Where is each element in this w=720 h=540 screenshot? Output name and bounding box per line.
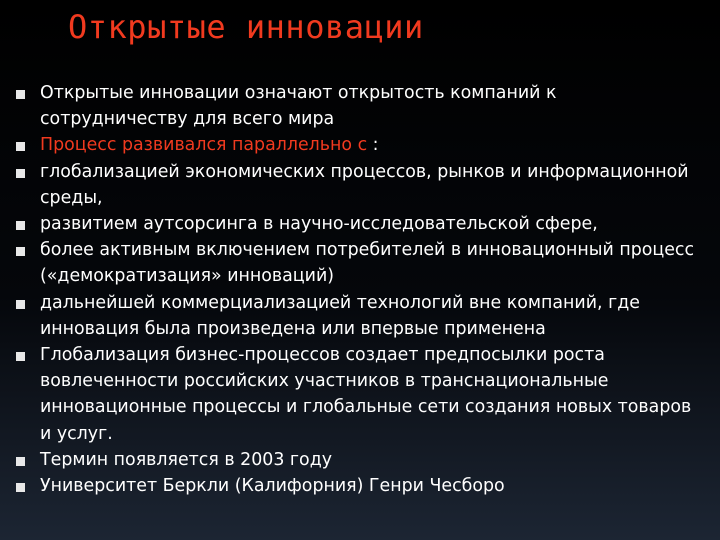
list-item [16, 132, 706, 158]
bullet-text: Открытые инновации означают открытость компаний к сотрудничеству для всего мира [40, 83, 557, 130]
square-bullet-icon [16, 457, 25, 466]
bullet-highlight: Процесс развивался параллельно с [40, 135, 373, 156]
bullet-list [16, 80, 706, 499]
list-item [16, 342, 706, 447]
square-bullet-icon [16, 352, 25, 361]
list-item [16, 80, 706, 132]
square-bullet-icon [16, 247, 25, 256]
bullet-text: дальнейшей коммерциализацией технологий вне компаний, где инновация была произведена или впервые применена [40, 292, 640, 339]
list-item [16, 159, 706, 211]
square-bullet-icon [16, 142, 25, 151]
list-item [16, 473, 706, 499]
square-bullet-icon [16, 483, 25, 492]
square-bullet-icon [16, 169, 25, 178]
bullet-text: Глобализация бизнес-процессов создает предпосылки роста вовлеченности российских участников в транснациональные инновационные процессы и глобальные сети создания новых товаров и услуг. [40, 345, 692, 444]
bullet-text: Университет Беркли (Калифорния) Генри Чесборо [40, 476, 505, 497]
list-item [16, 290, 706, 342]
square-bullet-icon [16, 300, 25, 309]
square-bullet-icon [16, 90, 25, 99]
square-bullet-icon [16, 221, 25, 230]
bullet-text: глобализацией экономических процессов, рынков и информационной среды, [40, 161, 689, 208]
bullet-text: развитием аутсорсинга в научно-исследовательской сфере, [40, 214, 598, 235]
bullet-text: Термин появляется в 2003 году [40, 449, 333, 470]
list-item [16, 211, 706, 237]
list-item [16, 447, 706, 473]
bullet-text: : [372, 135, 379, 156]
bullet-text: более активным включением потребителей в инновационный процесс («демократизация» инноваций) [40, 240, 695, 287]
list-item [16, 237, 706, 289]
slide-title: Открытые инновации [68, 8, 424, 46]
